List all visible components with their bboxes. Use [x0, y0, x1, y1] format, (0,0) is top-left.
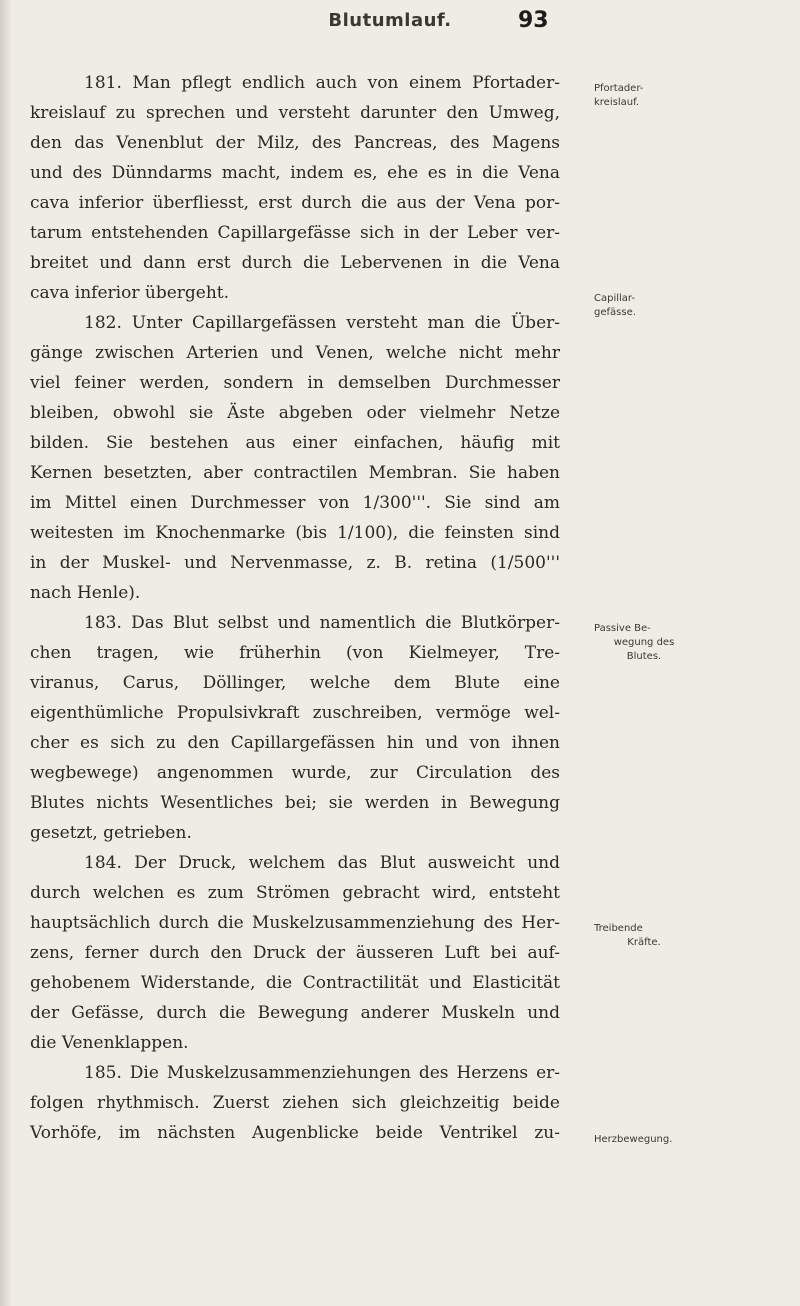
running-head [0, 10, 800, 40]
text-line: kreislauf zu sprechen und versteht darunter den Umweg, [30, 103, 560, 123]
text-line: die Venenklappen. [30, 1033, 189, 1053]
text-line: folgen rhythmisch. Zuerst ziehen sich gleichzeitig beide [30, 1093, 560, 1113]
text-line: zens, ferner durch den Druck der äusseren Luft bei auf- [30, 943, 560, 963]
text-line: nach Henle). [30, 583, 141, 603]
text-line: der Gefässe, durch die Bewegung anderer Muskeln und [30, 1003, 560, 1023]
text-line: im Mittel einen Durchmesser von 1/300'''. Sie sind am [30, 493, 560, 513]
text-line: hauptsächlich durch die Muskelzusammenziehung des Her- [30, 913, 560, 933]
text-line: cava inferior überfliesst, erst durch die aus der Vena por- [30, 193, 560, 213]
margin-note-capillargefaesse: Capillar- gefässe. [594, 293, 636, 318]
text-line: Kernen besetzten, aber contractilen Membran. Sie haben [30, 463, 560, 483]
margin-note-pfortaderkreislauf: Pfortader- kreislauf. [594, 83, 644, 108]
text-line: Blutes nichts Wesentliches bei; sie werden in Bewegung [30, 793, 560, 813]
text-line: viranus, Carus, Döllinger, welche dem Blute eine [30, 673, 560, 693]
text-line: viel feiner werden, sondern in demselben Durchmesser [30, 373, 560, 393]
text-line: gänge zwischen Arterien und Venen, welche nicht mehr [30, 343, 560, 363]
running-title: Blutumlauf. [328, 10, 452, 31]
margin-note-treibende-kraefte: Treibende Kräfte. [594, 923, 661, 948]
text-line: chen tragen, wie früherhin (von Kielmeyer, Tre- [30, 643, 560, 663]
text-line: 181. Man pflegt endlich auch von einem Pfortader- [84, 73, 560, 93]
text-line: 182. Unter Capillargefässen versteht man die Über- [84, 313, 560, 333]
body-text [30, 68, 560, 1148]
page-gutter-shadow [0, 0, 12, 1306]
text-line: Vorhöfe, im nächsten Augenblicke beide Ventrikel zu- [30, 1123, 560, 1143]
text-line: 184. Der Druck, welchem das Blut ausweicht und [84, 853, 560, 873]
text-line: durch welchen es zum Strömen gebracht wird, entsteht [30, 883, 560, 903]
text-line: und des Dünndarms macht, indem es, ehe es in die Vena [30, 163, 560, 183]
text-line: gesetzt, getrieben. [30, 823, 192, 843]
text-line: weitesten im Knochenmarke (bis 1/100), die feinsten sind [30, 523, 560, 543]
text-line: 185. Die Muskelzusammenziehungen des Herzens er- [84, 1063, 560, 1083]
margin-note-herzbewegung: Herzbewegung. [594, 1134, 673, 1145]
text-line: bleiben, obwohl sie Äste abgeben oder vielmehr Netze [30, 403, 560, 423]
text-line: tarum entstehenden Capillargefässe sich in der Leber ver- [30, 223, 560, 243]
text-line: den das Venenblut der Milz, des Pancreas, des Magens [30, 133, 560, 153]
text-line: gehobenem Widerstande, die Contractilität und Elasticität [30, 973, 560, 993]
text-line: wegbewege) angenommen wurde, zur Circulation des [30, 763, 560, 783]
page-number: 93 [518, 8, 549, 33]
margin-note-passive-bewegung: Passive Be- wegung des Blutes. [594, 623, 675, 662]
text-line: eigenthümliche Propulsivkraft zuschreiben, vermöge wel- [30, 703, 560, 723]
text-line: 183. Das Blut selbst und namentlich die Blutkörper- [84, 613, 560, 633]
text-line: bilden. Sie bestehen aus einer einfachen, häufig mit [30, 433, 560, 453]
text-line: breitet und dann erst durch die Lebervenen in die Vena [30, 253, 560, 273]
text-line: cher es sich zu den Capillargefässen hin und von ihnen [30, 733, 560, 753]
text-line: in der Muskel- und Nervenmasse, z. B. retina (1/500''' [30, 553, 560, 573]
text-line: cava inferior übergeht. [30, 283, 230, 303]
